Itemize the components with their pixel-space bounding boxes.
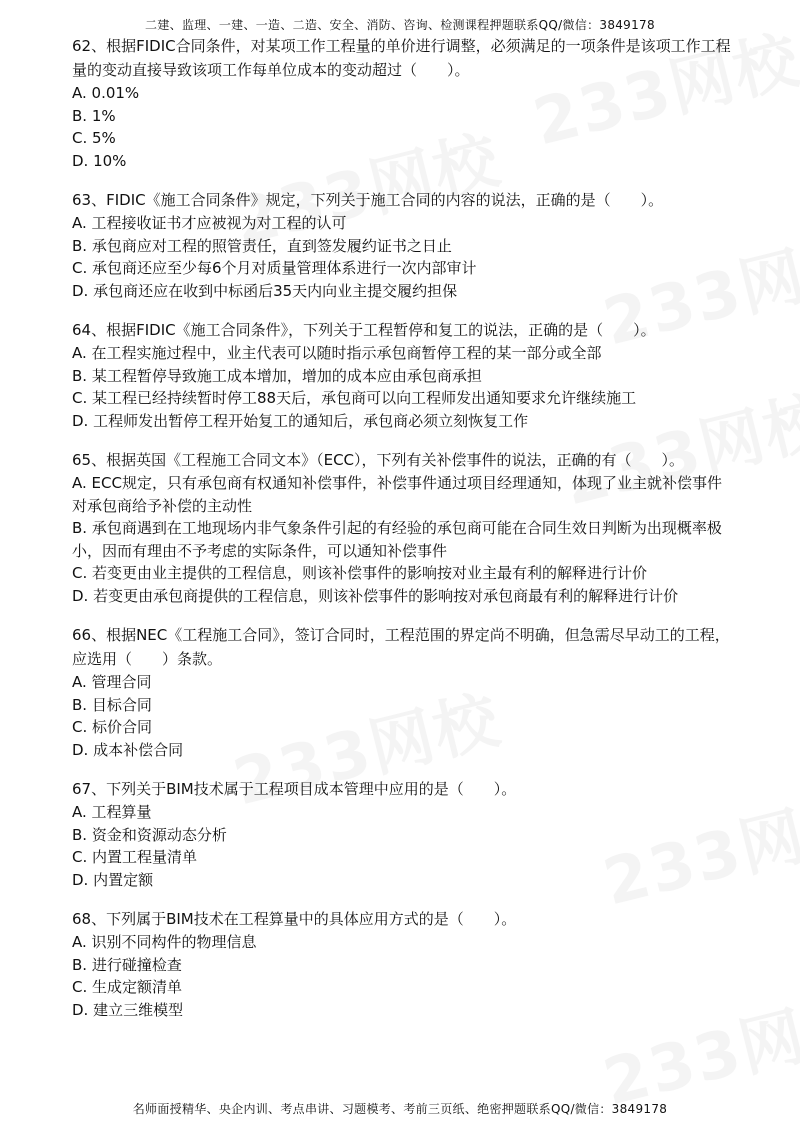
option-a: A. 0.01%	[72, 84, 140, 102]
option-a: A. 管理合同	[72, 673, 152, 691]
question-stem: 64、根据FIDIC《施工合同条件》，下列关于工程暂停和复工的说法，正确的是（ ）。	[72, 321, 656, 339]
option-d: D. 成本补偿合同	[72, 740, 184, 759]
page-header: 二建、监理、一建、一造、二造、安全、消防、咨询、检测课程押题联系QQ/微信：3849178	[145, 18, 655, 32]
option-d: D. 内置定额	[72, 870, 154, 889]
question-stem: 63、FIDIC《施工合同条件》规定，下列关于施工合同的内容的说法，正确的是（ ）。	[72, 191, 664, 209]
option-c: C. 标价合同	[72, 718, 153, 736]
option-b: B. 1%	[72, 106, 116, 125]
option-b: B. 目标合同	[72, 695, 152, 714]
question-stem: 62、根据FIDIC合同条件，对某项工作工程量的单价进行调整，必须满足的一项条件是该项工作工程量的变动直接导致该项工作每单位成本的变动超过（ ）。	[72, 37, 731, 79]
page-footer: 名师面授精华、央企内训、考点串讲、习题模考、考前三页纸、绝密押题联系QQ/微信：3849178	[132, 1102, 668, 1116]
question-63	[72, 188, 732, 302]
option-d: D. 建立三维模型	[72, 1000, 184, 1019]
option-a: A. 工程接收证书才应被视为对工程的认可	[72, 214, 347, 232]
question-66	[72, 623, 732, 761]
question-stem: 68、下列属于BIM技术在工程算量中的具体应用方式的是（ ）。	[72, 910, 517, 928]
question-62	[72, 34, 732, 172]
question-65	[72, 448, 732, 607]
option-c: C. 若变更由业主提供的工程信息，则该补偿事件的影响按对业主最有利的解释进行计价	[72, 564, 648, 582]
option-b: B. 某工程暂停导致施工成本增加，增加的成本应由承包商承担	[72, 366, 482, 385]
option-c: C. 承包商还应至少每6个月对质量管理体系进行一次内部审计	[72, 259, 477, 277]
option-a: A. ECC规定，只有承包商有权通知补偿事件，补偿事件通过项目经理通知，体现了业主就补偿事件对承包商给予补偿的主动性	[72, 474, 722, 515]
question-stem: 65、根据英国《工程施工合同文本》（ECC），下列有关补偿事件的说法，正确的有（ ）。	[72, 451, 685, 469]
option-d: D. 10%	[72, 151, 127, 170]
option-b: B. 承包商应对工程的照管责任，直到签发履约证书之日止	[72, 236, 452, 255]
option-a: A. 工程算量	[72, 803, 152, 821]
option-a: A. 识别不同构件的物理信息	[72, 933, 257, 951]
question-list	[72, 34, 732, 1037]
option-c: C. 内置工程量清单	[72, 848, 198, 866]
question-64	[72, 318, 732, 432]
question-stem: 67、下列关于BIM技术属于工程项目成本管理中应用的是（ ）。	[72, 780, 517, 798]
option-b: B. 资金和资源动态分析	[72, 825, 227, 844]
option-d: D. 若变更由承包商提供的工程信息，则该补偿事件的影响按对承包商最有利的解释进行计价	[72, 586, 679, 605]
option-b: B. 承包商遇到在工地现场内非气象条件引起的有经验的承包商可能在合同生效日判断为出现概率极小，因而有理由不予考虑的实际条件，可以通知补偿事件	[72, 519, 722, 560]
question-stem: 66、根据NEC《工程施工合同》，签订合同时，工程范围的界定尚不明确，但急需尽早动工的工程，应选用（ ）条款。	[72, 626, 730, 668]
option-a: A. 在工程实施过程中，业主代表可以随时指示承包商暂停工程的某一部分或全部	[72, 344, 602, 362]
option-b: B. 进行碰撞检查	[72, 955, 182, 974]
question-67	[72, 777, 732, 891]
option-c: C. 5%	[72, 129, 116, 147]
option-d: D. 承包商还应在收到中标函后35天内向业主提交履约担保	[72, 281, 458, 300]
question-68	[72, 907, 732, 1021]
option-c: C. 某工程已经持续暂时停工88天后，承包商可以向工程师发出通知要求允许继续施工	[72, 389, 637, 407]
option-c: C. 生成定额清单	[72, 978, 183, 996]
option-d: D. 工程师发出暂停工程开始复工的通知后，承包商必须立刻恢复工作	[72, 411, 529, 430]
